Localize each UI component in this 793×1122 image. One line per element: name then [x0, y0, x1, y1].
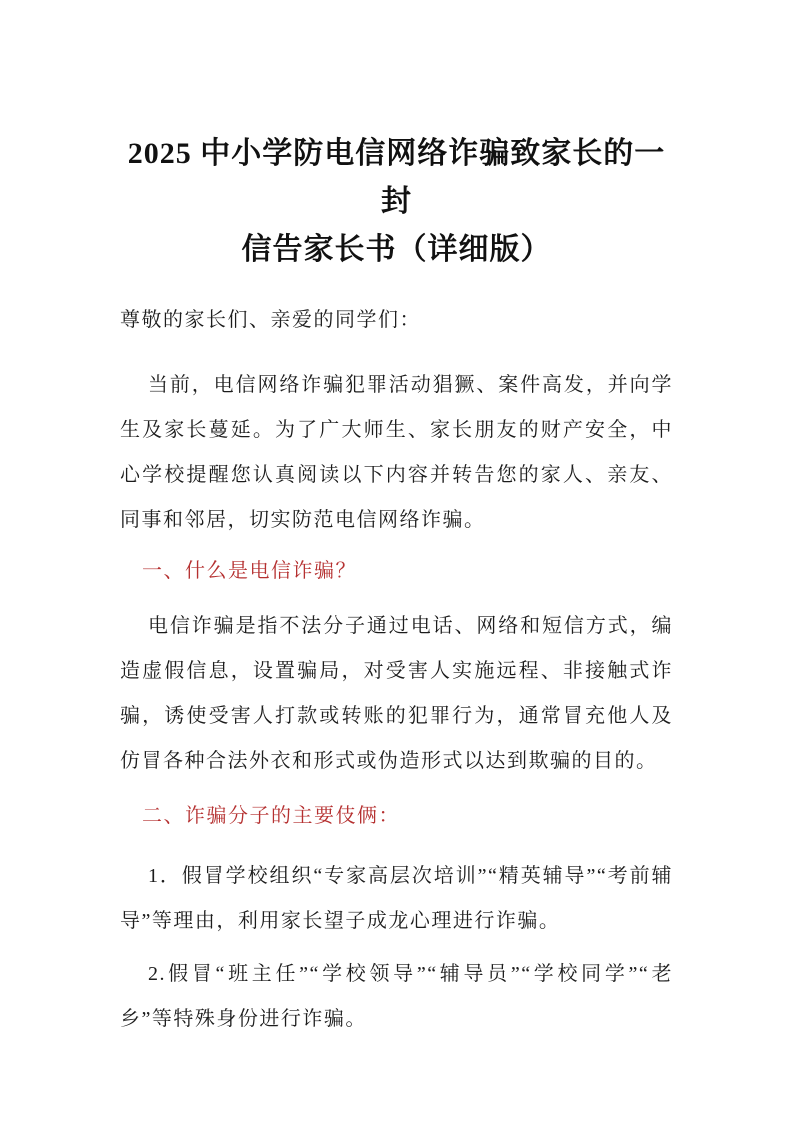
document-title-line-2: 信告家长书（详细版） — [241, 233, 552, 266]
document-title-line-1: 2025 中小学防电信网络诈骗致家长的一封 — [127, 137, 666, 218]
section-1-paragraph: 电信诈骗是指不法分子通过电话、网络和短信方式，编造虚假信息，设置骗局，对受害人实施远程、非接触式诈骗，诱使受害人打款或转账的犯罪行为，通常冒充他人及仿冒各种合法外衣和形式或伪造形式以达到欺骗的目的。 — [120, 615, 673, 772]
intro-paragraph: 当前，电信网络诈骗犯罪活动猖獗、案件高发，并向学生及家长蔓延。为了广大师生、家长朋友的财产安全，中心学校提醒您认真阅读以下内容并转告您的家人、亲友、同事和邻居，切实防范电信网络诈骗。 — [120, 374, 673, 531]
section-1-heading: 一、什么是电信诈骗？ — [142, 560, 357, 582]
section-2-item-1: 1．假冒学校组织“专家高层次培训”“精英辅导”“考前辅导”等理由，利用家长望子成龙心理进行诈骗。 — [120, 865, 673, 932]
section-2-heading: 二、诈骗分子的主要伎俩： — [142, 805, 400, 827]
document-title — [120, 130, 673, 274]
section-2-item-2: 2.假冒“班主任”“学校领导”“辅导员”“学校同学”“老乡”等特殊身份进行诈骗。 — [120, 963, 673, 1030]
salutation: 尊敬的家长们、亲爱的同学们： — [120, 309, 421, 331]
